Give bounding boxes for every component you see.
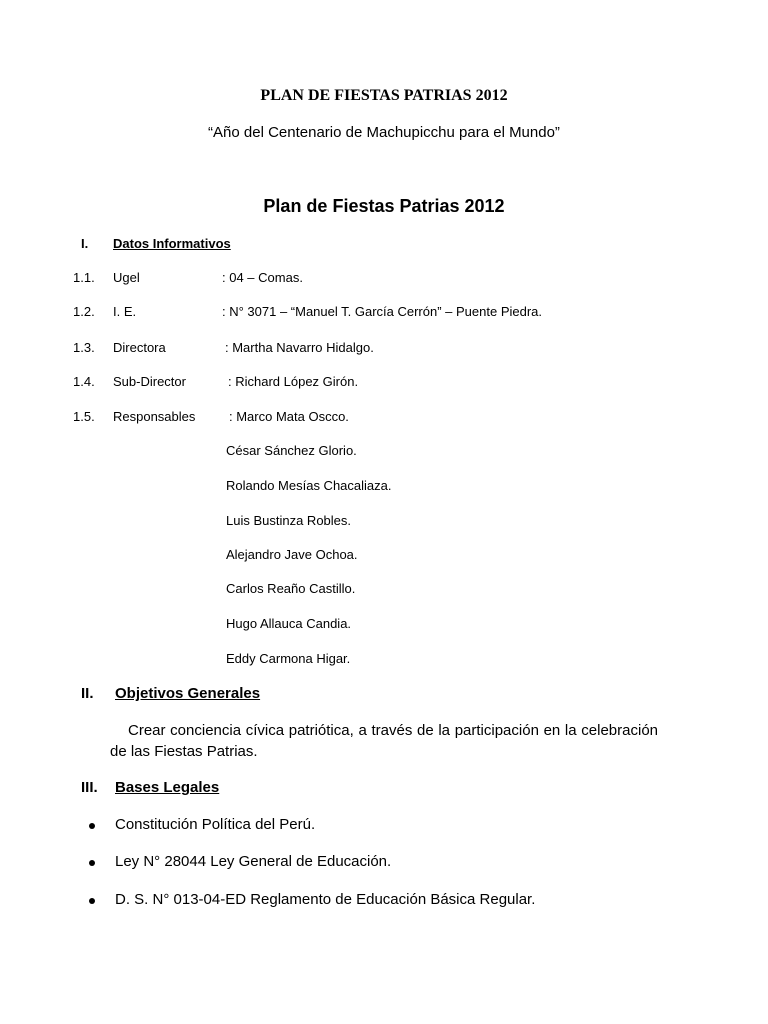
- bullet-text: D. S. N° 013-04-ED Reglamento de Educación Básica Regular.: [115, 891, 536, 908]
- item-label: I. E.: [113, 304, 137, 319]
- section-number: II.: [81, 685, 94, 702]
- section-number: III.: [81, 779, 98, 796]
- item-label: Sub-Director: [113, 374, 186, 389]
- responsable-name: Carlos Reaño Castillo.: [226, 581, 356, 596]
- responsable-name: César Sánchez Glorio.: [226, 443, 357, 458]
- responsable-name: Alejandro Jave Ochoa.: [226, 547, 358, 562]
- bullet-icon: [89, 898, 95, 904]
- item-label: Directora: [113, 340, 166, 355]
- item-value: : Marco Mata Oscco.: [229, 409, 349, 424]
- section-number: I.: [81, 236, 89, 251]
- document-title: PLAN DE FIESTAS PATRIAS 2012: [260, 87, 508, 104]
- plan-title: Plan de Fiestas Patrias 2012: [263, 196, 505, 216]
- item-value: : Martha Navarro Hidalgo.: [225, 340, 374, 355]
- responsable-name: Hugo Allauca Candia.: [226, 616, 352, 631]
- item-value: : Richard López Girón.: [228, 374, 359, 389]
- objective-paragraph: Crear conciencia cívica patriótica, a través de la participación en la celebración de las Fiestas Patrias.: [110, 722, 658, 760]
- item-number: 1.5.: [73, 409, 95, 424]
- responsable-name: Eddy Carmona Higar.: [226, 651, 351, 666]
- item-label: Responsables: [113, 409, 196, 424]
- section-title: Datos Informativos: [113, 236, 231, 251]
- year-motto: “Año del Centenario de Machupicchu para el Mundo”: [208, 124, 560, 141]
- item-value: : 04 – Comas.: [222, 270, 303, 285]
- item-number: 1.2.: [73, 304, 95, 319]
- item-value: : N° 3071 – “Manuel T. García Cerrón” – Puente Piedra.: [222, 304, 543, 319]
- item-number: 1.3.: [73, 340, 95, 355]
- item-number: 1.4.: [73, 374, 95, 389]
- responsable-name: Rolando Mesías Chacaliaza.: [226, 478, 392, 493]
- bullet-icon: [89, 823, 95, 829]
- item-label: Ugel: [113, 270, 140, 285]
- bullet-text: Constitución Política del Perú.: [115, 816, 316, 833]
- item-number: 1.1.: [73, 270, 95, 285]
- section-title: Objetivos Generales: [115, 685, 261, 702]
- responsable-name: Luis Bustinza Robles.: [226, 513, 352, 528]
- bullet-icon: [89, 860, 95, 866]
- bullet-text: Ley N° 28044 Ley General de Educación.: [115, 853, 392, 870]
- section-title: Bases Legales: [115, 779, 220, 796]
